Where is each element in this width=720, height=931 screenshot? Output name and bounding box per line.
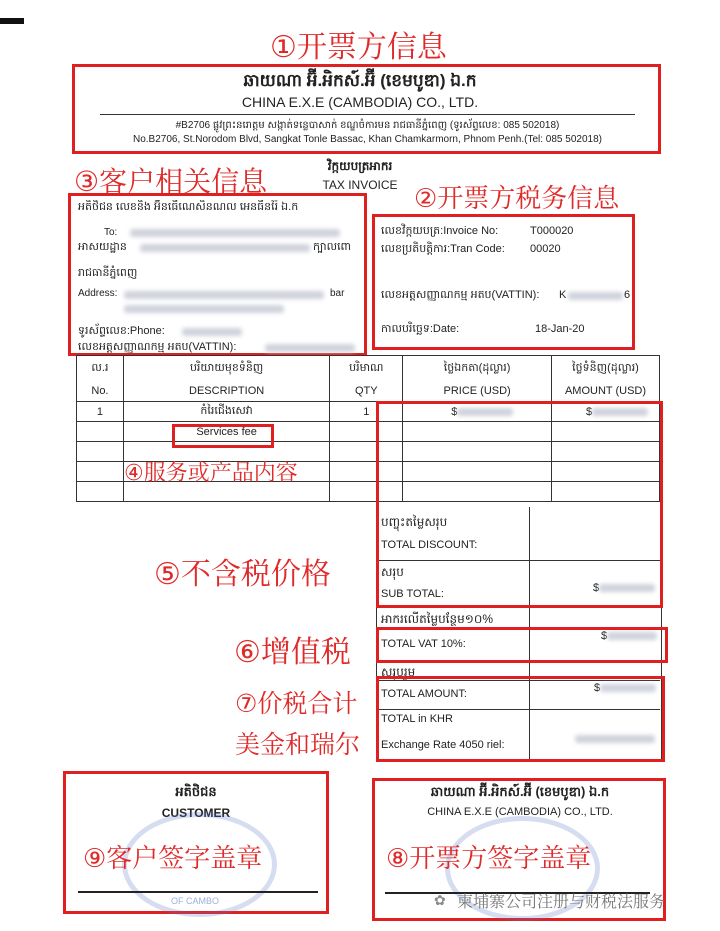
customer-name-redacted [130,229,340,237]
discount-en: TOTAL DISCOUNT: [381,539,478,551]
col-header-description: បរិយាយមុខទំនិញ DESCRIPTION [123,356,329,402]
customer-address-line2-redacted [124,305,284,313]
title-km: វិក្កយបត្រអាករ [327,159,393,173]
date-label: កាលបរិច្ឆេទ:Date: [381,323,460,335]
customer-phone-label: ទូរស័ព្ទលេខ:Phone: [78,325,165,337]
annotation-issuer-signature: ⑧开票方签字盖章 [386,844,592,874]
tran-code-label: លេខប្រតិបត្តិការ:Tran Code: [381,243,505,255]
customer-to-label: To: [104,227,118,238]
annotation-services: ④服务或产品内容 [124,461,298,486]
issuer-sign-km: ឆាយណា អ៊ី.អិកស៍.អ៊ី (ខេមបូឌា) ឯ.ក [430,784,610,799]
row-no: 1 [77,402,124,422]
issuer-address-km: #B2706 ផ្លូវព្រះនរោត្តម សង្កាត់ទន្លេបាសាក់ ខណ្ឌចំការមន រាជធានីភ្នំពេញ (ទូរស័ព្ទលេខ: 085 502018) [175,120,560,131]
annotation-total-line1: ⑦价税合计 [235,689,358,718]
discount-km: បញ្ចុះតម្លៃសរុប [381,515,448,529]
total-value: $ [594,682,656,694]
row-qty: 1 [330,402,403,422]
issuer-name-km: ឆាយណា អ៊ី.អិកស៍.អ៊ី (ខេមបូឌា) ឯ.ក [243,71,477,90]
customer-vattin-label: លេខអត្តសញ្ញាណកម្ម អតប(VATTIN): [78,341,237,353]
services-box [172,424,274,448]
customer-sign-en: CUSTOMER [161,806,231,820]
subtotal-km: សរុប [381,565,404,579]
watermark: 柬埔寨公司注册与财税法服务 [457,894,666,911]
issuer-vattin-redacted [568,292,623,300]
vat-en: TOTAL VAT 10%: [381,638,466,650]
vat-box [376,627,668,663]
customer-address-label: Address: [78,288,118,299]
customer-phone-redacted [182,328,242,336]
customer-address-km-tail: ក្បាលពោ [313,241,352,253]
watermark-icon: ✿ [434,892,446,908]
col-header-qty: បរិមាណ QTY [330,356,403,402]
issuer-vattin-label: លេខអត្តសញ្ញាណកម្ម អតប(VATTIN): [381,289,540,301]
annotation-issuer-info: ①开票方信息 [270,30,447,65]
row-price: $ [403,402,552,422]
annotation-price-excl-tax: ⑤不含税价格 [154,557,331,592]
totals-box [376,676,665,762]
exchange-en: Exchange Rate 4050 riel: [381,739,505,751]
issuer-vattin-prefix: K [559,289,567,301]
invoice-no-label: លេខវិក្កយបត្រ:Invoice No: [381,225,499,237]
customer-address-km-redacted [140,244,310,252]
subtotal-value: $ [593,582,655,594]
col-header-no: ល.រ No. [77,356,124,402]
annotation-customer-info: ③客户相关信息 [74,165,268,198]
total-en: TOTAL AMOUNT: [381,688,467,700]
tran-code-value: 00020 [530,243,561,255]
customer-sign-km: អតិថិជន [175,784,217,799]
subtotal-en: SUB TOTAL: [381,588,444,600]
row-description-en: Services fee [123,422,329,442]
issuer-sign-en: CHINA E.X.E (CAMBODIA) CO., LTD. [427,806,613,818]
annotation-tax-info: ②开票方税务信息 [414,184,620,214]
customer-address-km-label: អាសយដ្ឋាន [78,241,127,253]
customer-signature-line [78,891,318,893]
vat-value: $ [601,630,657,642]
issuer-vattin-suffix: 6 [624,289,631,301]
col-header-price: ថ្លៃឯកតា(ដុល្លារ) PRICE (USD) [403,356,552,402]
row-description-km: កំរៃជើងសេវា [123,402,329,422]
customer-address-tail: bar [330,288,345,299]
customer-address-redacted [124,291,324,299]
invoice-no-value: T000020 [530,225,574,237]
issuer-name-en: CHINA E.X.E (CAMBODIA) CO., LTD. [241,94,479,110]
annotation-vat: ⑥增值税 [234,635,351,670]
issuer-address-en: No.B2706, St.Norodom Blvd, Sangkat Tonle Bassac, Khan Chamkarmorn, Phnom Penh.(Tel: 085 502018) [133,134,602,145]
annotation-customer-signature: ⑨客户签字盖章 [83,844,263,874]
title-en: TAX INVOICE [322,178,398,192]
corner-mark [0,18,24,24]
customer-vattin-redacted [265,344,355,352]
col-header-amount: ថ្លៃទំនិញ(ដុល្លារ) AMOUNT (USD) [552,356,660,402]
customer-seal-text: OF CAMBO [170,896,219,906]
total-km: សរុបរួម [381,665,416,679]
khr-en: TOTAL in KHR [381,713,453,725]
annotation-total-line2: 美金和瑞尔 [235,730,361,759]
customer-heading: អតិថិជន លេខនិង អ៊ិនធើណេសិនណល អេនធីនរ៉ៃ ឯ.ក [78,201,299,213]
table-header-row [77,356,660,402]
date-value: 18-Jan-20 [535,323,585,335]
header-divider [100,114,635,115]
customer-city-km: រាជធានីភ្នំពេញ [78,267,138,279]
price-box [376,401,663,608]
row-amount: $ [552,402,660,422]
vat-km: អាករលើតម្លៃបន្ថែម១០% [381,612,494,626]
